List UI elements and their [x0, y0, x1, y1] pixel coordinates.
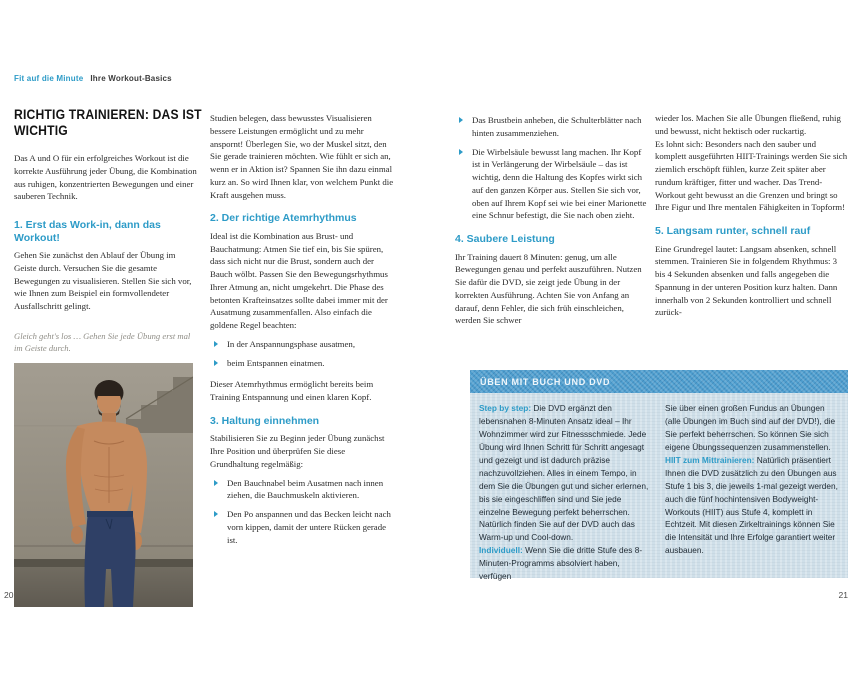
intro-paragraph: Das A und O für ein erfolgreiches Workout ist die korrekte Ausführung jeder Übung, die Kombination aus ruhigen, konzentrierten Bewegungen und einer sauberen Technik. — [14, 153, 197, 202]
list-item-text: Die Wirbelsäule bewusst lang machen. Ihr Kopf ist in Verlängerung der Wirbelsäule – das ist wichtig, denn die Haltung des Kopfes wirkt sich auf den ganzen Körper aus. Stellen Sie sich vor, oben auf Ihrem Kopf sei wie bei einer Marionette eine Schnur befestigt, die Sie nach oben zieht. — [472, 146, 647, 221]
info-box-paragraph — [479, 544, 652, 583]
column-4-paragraph-2: Es lohnt sich: Besonders nach den sauber und komplett ausgeführten HIIT-Trainings werden Sie sich ziemlich erschöpft fühlen, kurze Zeit später aber rundum kräftiger, fitter und wacher. Das Trend-Workout geht bewusst an die Grenzen und bringt so Ihre Figur und Ihre mentalen Fähigkeiten in Topform! — [655, 138, 848, 213]
list-item — [214, 477, 395, 503]
page-title-line2: WICHTIG — [14, 122, 68, 138]
section-1-heading: 1. Erst das Work-in, dann das Workout! — [14, 219, 161, 244]
info-box-text: Wenn Sie die dritte Stufe des 8-Minuten-Programms absolviert haben, verfügen — [479, 545, 643, 582]
section-2-bullet-list — [210, 338, 395, 370]
running-header-series: Fit auf die Minute — [14, 74, 84, 83]
list-item — [214, 338, 395, 351]
info-box-title: ÜBEN MIT BUCH UND DVD — [480, 376, 611, 387]
running-header-chapter: Ihre Workout-Basics — [90, 74, 172, 83]
info-box-paragraph — [665, 454, 838, 558]
section-3-body: Stabilisieren Sie zu Beginn jeder Übung zunächst Ihre Position und überprüfen Sie diese Grundhaltung regelmäßig: — [210, 433, 385, 469]
right-page-number: 21 — [838, 590, 848, 600]
list-item-text: Das Brustbein anheben, die Schulterblätter nach hinten zusammenziehen. — [472, 115, 642, 138]
bullet-arrow-icon — [214, 341, 218, 347]
list-item — [459, 114, 648, 140]
section-5-body: Eine Grundregel lautet: Langsam absenken, schnell stemmen. Trainieren Sie in folgendem Rhythmus: 3 bis 4 Sekunden absenken und falls angegeben die Spannung in der unteren Position kurz halten. Dann innerhalb von 2 Sekunden kontrolliert und schnell zurück- — [655, 243, 838, 318]
column-2 — [210, 112, 395, 555]
list-item — [214, 508, 395, 546]
page-title-line1: RICHTIG TRAINIEREN: DAS IST — [14, 107, 202, 122]
section-2-heading: 2. Der richtige Atemrhythmus — [210, 212, 357, 225]
section-4-body: Ihr Training dauert 8 Minuten: genug, um alle Bewegungen genau und perfekt auszuführen. Nutzen Sie dafür die DVD, sie zeigt jede Übung in der korrekten Ausführung. Achten Sie von Anfang an darauf, denn Fehler, die sich früh einschleichen, werden Sie schwer — [455, 251, 642, 326]
list-item-text: beim Entspannen einatmen. — [227, 357, 325, 368]
section-1-body: Gehen Sie zunächst den Ablauf der Übung im Geiste durch. Versuchen Sie die gesamte Bewegungen zu visualisieren. Stellen Sie sich vor, wie Ihnen zum Beispiel ein formvollendeter Ausfallschritt gelingt. — [14, 250, 192, 312]
column-4 — [655, 112, 849, 319]
section-2-body: Ideal ist die Kombination aus Brust- und Bauchatmung: Atmen Sie tief ein, bis Sie spüren, dass sich nicht nur die Brust, sondern auch der Bauch wölbt. Passen Sie den Bewegungsrhythmus Ihrer Atmung an, nicht umgekehrt. Die Phase des betonten Krafteinsatzes sollte dabei immer mit der Ausatmung zusammenfallen. Also einfach die goldene Regel beachten: — [210, 230, 388, 331]
info-box-label: HIIT zum Mittrainieren: — [665, 454, 755, 465]
section-2-after-bullets: Dieser Atemrhythmus ermöglicht bereits beim Training Entspannung und einen klaren Kopf. — [210, 379, 374, 403]
column-3 — [455, 112, 648, 327]
workout-photo — [14, 363, 193, 607]
running-header — [14, 74, 172, 83]
info-box-text: Natürlich präsentiert Ihnen die DVD zusätzlich zu den Übungen aus Stufe 1 bis 3, die jeweils 1-mal gezeigt werden, auch die fünf hochintensiven Bodyweight-Workouts (HIIT) aus Stufe 4, komplett in Echtzeit. Mit diesen Zirkeltrainings können Sie die Intensität und Ihre Erfolge garantiert weiter ausbauen. — [665, 454, 838, 556]
section-4-heading: 4. Saubere Leistung — [455, 233, 555, 245]
list-item-text: Den Bauchnabel beim Ausatmen nach innen ziehen, die Bauchmuskeln aktivieren. — [227, 477, 384, 501]
info-box-label: Step by step: — [479, 403, 532, 413]
column-4-paragraph-1: wieder los. Machen Sie alle Übungen fließend, ruhig und bewusst, nicht hektisch oder ruckartig. — [655, 113, 841, 136]
photo-illustration — [14, 363, 193, 607]
page-title — [14, 107, 202, 139]
section-3-heading: 3. Haltung einnehmen — [210, 414, 320, 427]
list-item — [459, 146, 648, 223]
list-item-text: In der Anspannungsphase ausatmen, — [227, 338, 356, 349]
info-box-paragraph — [665, 402, 838, 454]
photo-caption: Gleich geht's los … Gehen Sie jede Übung erst mal im Geiste durch. — [14, 331, 191, 354]
bullet-arrow-icon — [459, 117, 463, 123]
info-box-body — [470, 393, 848, 591]
bullet-arrow-icon — [214, 511, 218, 517]
info-box-label: Individuell: — [479, 545, 523, 556]
info-box-paragraph — [479, 402, 652, 544]
info-box-text: Sie über einen großen Fundus an Übungen (alle Übungen im Buch sind auf der DVD!), die Sie perfekt beherrschen. So können Sie sich eigene Übungssequenzen zusammenstellen. — [665, 403, 836, 452]
bullet-arrow-icon — [214, 480, 218, 486]
dvd-info-box — [470, 370, 848, 582]
posture-bullet-list — [455, 114, 648, 222]
bullet-arrow-icon — [459, 149, 463, 155]
info-box-text: Die DVD ergänzt den lebensnahen 8-Minuten Ansatz ideal – Ihr Wohnzimmer wird zur Fitnessschmiede. Jede Übung wird Ihnen Schritt für Schritt angesagt und gezeigt und ist dadurch präzise nachzuvollziehen. Alles in einem Tempo, in dem Sie die Übungen gut und sicher erlernen, bis sie eingeschliffen sind und Sie jede einzelne Bewegung perfekt beherrschen. Natürlich finden Sie auf der DVD auch das Warm-up und Cool-down. — [479, 403, 649, 543]
column-1 — [14, 152, 197, 313]
list-item — [214, 357, 395, 370]
info-box-title-band — [470, 370, 848, 393]
info-box-left-column — [479, 402, 652, 583]
section-5-heading: 5. Langsam runter, schnell rauf — [655, 225, 811, 237]
info-box-right-column — [665, 402, 838, 583]
left-page-number: 20 — [4, 590, 14, 600]
column-2-intro: Studien belegen, dass bewusstes Visualisieren bessere Leistungen ermöglicht und zu mehr anspornt! Überlegen Sie, wo der Muskel sitzt, den Sie gerade trainieren möchten. Wie fühlt er sich an, wenn er in Aktion ist? Spannen Sie ihn dazu einmal kurz an. So wird Ihnen klar, von welchem Punkt die Kraft ausgehen muss. — [210, 113, 394, 200]
section-3-bullet-list — [210, 477, 395, 547]
bullet-arrow-icon — [214, 360, 218, 366]
list-item-text: Den Po anspannen und das Becken leicht nach vorn kippen, damit der untere Rücken gerade ist. — [227, 509, 391, 545]
